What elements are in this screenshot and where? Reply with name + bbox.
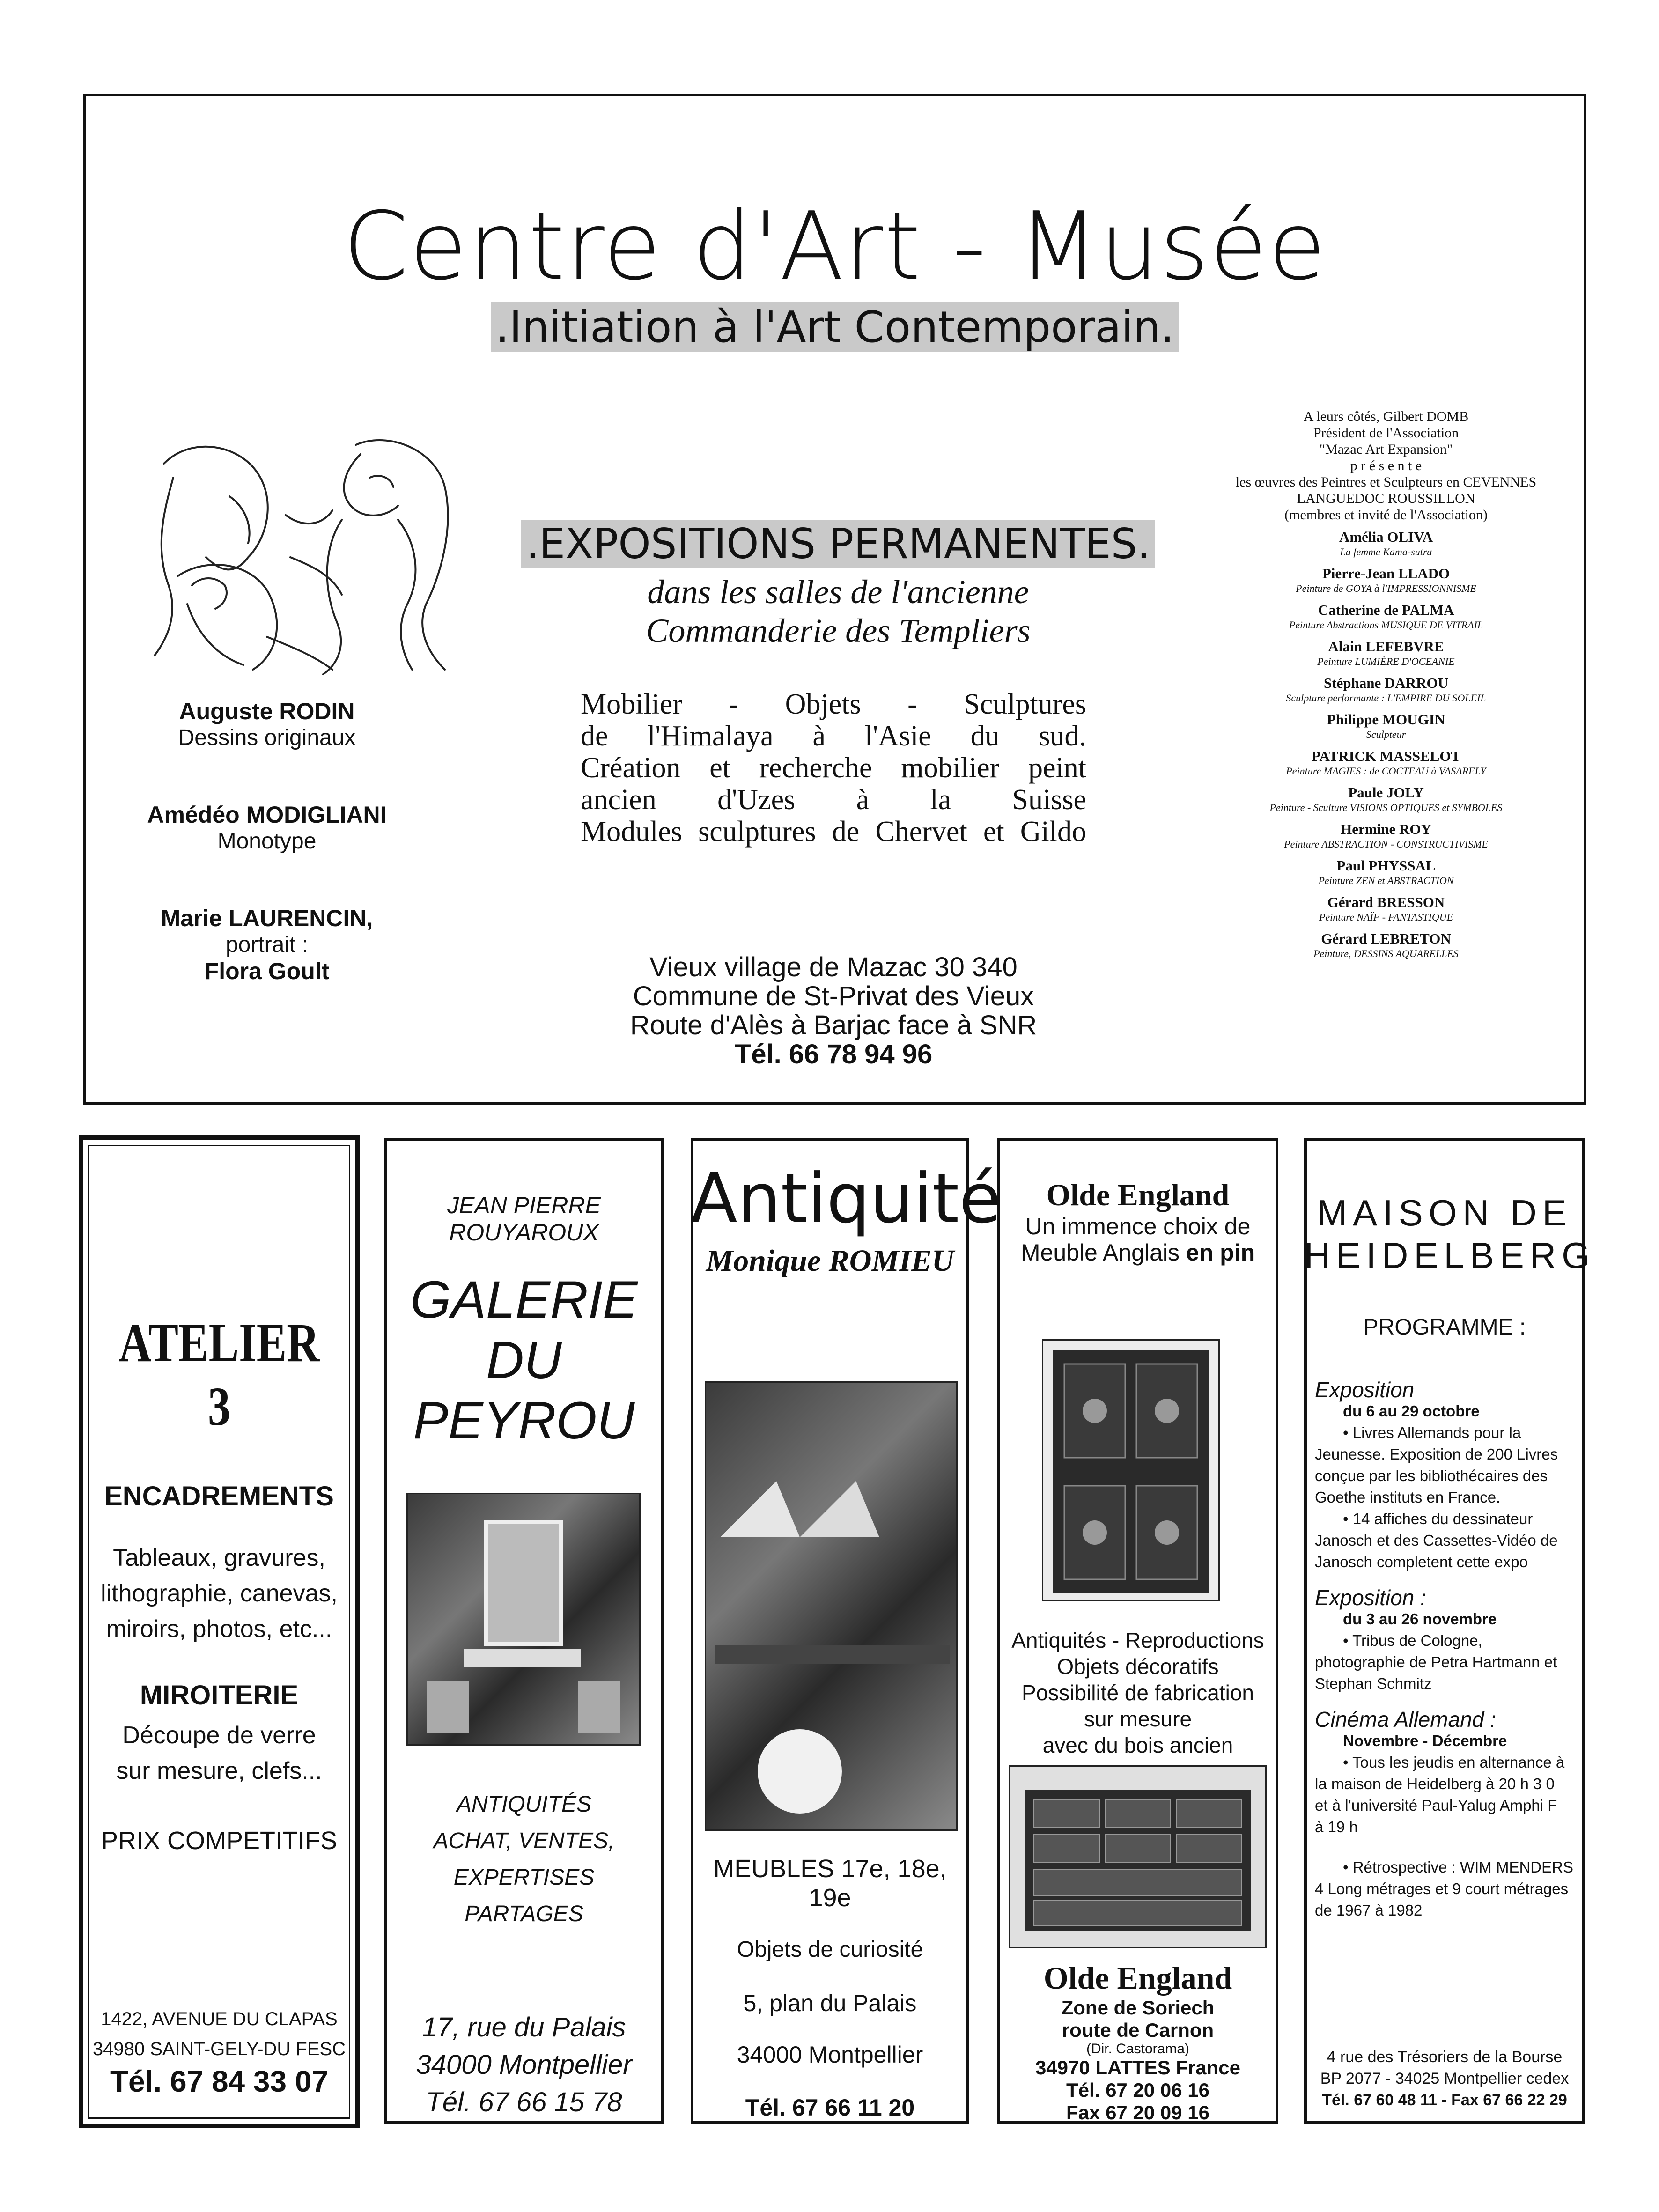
olde-city: 34970 LATTES France xyxy=(1035,2057,1241,2079)
atelier-text-line: Découpe de verre xyxy=(122,1722,316,1749)
program-line: Janosch et des Cassettes-Vidéo de xyxy=(1315,1532,1558,1549)
artist-laurencin-name: Marie LAURENCIN, xyxy=(161,905,373,931)
heidelberg-address-line2: BP 2077 - 34025 Montpellier cedex xyxy=(1320,2070,1569,2087)
antiquite-address-line1: 5, plan du Palais xyxy=(743,1990,917,2016)
program-line: à 19 h xyxy=(1315,1818,1358,1836)
centre-subtitle-text: .Initiation à l'Art Contemporain. xyxy=(491,302,1179,352)
member-desc: Peinture MAGIES : de COCTEAU à VASARELY xyxy=(1286,765,1486,777)
atelier-text2 xyxy=(88,1718,350,1789)
galerie-title2: DU PEYROU xyxy=(413,1331,635,1450)
olde-line2-text: Meuble Anglais xyxy=(1020,1239,1186,1266)
association-block xyxy=(1199,408,1573,960)
member-name: Philippe MOUGIN xyxy=(1327,711,1445,728)
heidelberg-programme: PROGRAMME : xyxy=(1363,1315,1526,1340)
heidelberg-title1: MAISON DE xyxy=(1317,1192,1572,1233)
member-name: Alain LEFEBVRE xyxy=(1328,638,1444,655)
artist-rodin-desc: Dessins originaux xyxy=(178,725,356,750)
heidelberg-retro xyxy=(1315,1857,1577,1921)
galerie-mirror-photo xyxy=(406,1493,641,1746)
olde-title: Olde England xyxy=(1046,1178,1230,1212)
heidelberg-phone: Tél. 67 60 48 11 - Fax 67 66 22 29 xyxy=(1322,2091,1567,2109)
chest-icon xyxy=(1010,1767,1265,1947)
expositions-block xyxy=(506,520,1171,650)
program-line: photographie de Petra Hartmann et xyxy=(1315,1653,1557,1671)
olde-line2-bold: en pin xyxy=(1186,1239,1255,1266)
member-desc: La femme Kama-sutra xyxy=(1340,546,1432,558)
member-name: Paul PHYSSAL xyxy=(1336,857,1436,874)
program-line: la maison de Heidelberg à 20 h 3 0 xyxy=(1315,1775,1555,1792)
member-desc: Peinture ZEN et ABSTRACTION xyxy=(1318,875,1454,886)
association-line: "Mazac Art Expansion" xyxy=(1319,442,1453,457)
member-desc: Peinture Abstractions MUSIQUE DE VITRAIL xyxy=(1289,619,1483,631)
antiquite-address-line2: 34000 Montpellier xyxy=(737,2042,923,2068)
heidelberg-header xyxy=(1304,1192,1596,1340)
galerie-services xyxy=(384,1786,664,1932)
atelier-text1 xyxy=(88,1540,350,1647)
heidelberg-cinema-text xyxy=(1315,1752,1577,1838)
artist-modigliani-name: Amédéo MODIGLIANI xyxy=(147,802,387,828)
rodin-sketch-image xyxy=(136,435,482,679)
heidelberg-expo1-label: Exposition xyxy=(1315,1378,1415,1402)
mobilier-line: Mobilier - Objets - Sculptures xyxy=(581,688,1086,720)
antiquite-title: Antiquité xyxy=(691,1159,1002,1239)
olde-phone: Tél. 67 20 06 16 xyxy=(1066,2079,1209,2101)
olde-header xyxy=(997,1178,1278,1266)
expositions-line1: dans les salles de l'ancienne xyxy=(647,573,1029,611)
association-line: (membres et invité de l'Association) xyxy=(1284,507,1488,523)
atelier-text-line: Tableaux, gravures, xyxy=(113,1544,325,1571)
mobilier-block xyxy=(581,688,1086,848)
heidelberg-expo2-dates: du 3 au 26 novembre xyxy=(1343,1610,1497,1628)
member-desc: Sculpteur xyxy=(1366,729,1406,740)
atelier-address-line1: 1422, AVENUE DU CLAPAS xyxy=(101,2009,338,2029)
olde-mid-line: avec du bois ancien xyxy=(1042,1733,1233,1757)
program-line: • Tribus de Cologne, xyxy=(1343,1632,1482,1649)
galerie-phone: Tél. 67 66 15 78 xyxy=(426,2087,622,2117)
antiquite-furniture-photo xyxy=(705,1381,958,1831)
program-line: Stephan Schmitz xyxy=(1315,1675,1432,1692)
galerie-address-line2: 34000 Montpellier xyxy=(416,2050,632,2080)
artist-modigliani-desc: Monotype xyxy=(217,829,317,854)
galerie-owner: JEAN PIERRE ROUYAROUX xyxy=(447,1192,601,1246)
atelier-contact xyxy=(88,2004,350,2099)
atelier-content xyxy=(88,1311,350,1855)
antiquite-details xyxy=(691,1854,969,2121)
heidelberg-contact xyxy=(1304,2046,1585,2111)
program-line: Jeunesse. Exposition de 200 Livres xyxy=(1315,1445,1558,1463)
atelier-text-line: sur mesure, clefs... xyxy=(116,1757,322,1784)
member-name: Gérard LEBRETON xyxy=(1321,930,1451,947)
artist-laurencin-portrait: Flora Goult xyxy=(204,958,330,984)
olde-fax: Fax 67 20 09 16 xyxy=(1066,2101,1209,2124)
cabinet-icon xyxy=(1043,1341,1218,1600)
antiquite-content xyxy=(691,1159,1002,1279)
program-line: • Tous les jeudis en alternance à xyxy=(1343,1754,1565,1771)
atelier-text-line: lithographie, canevas, xyxy=(101,1580,338,1607)
olde-mid-line: Objets décoratifs xyxy=(1057,1654,1219,1679)
atelier-section-miroiterie: MIROITERIE xyxy=(140,1680,299,1711)
association-line: LANGUEDOC ROUSSILLON xyxy=(1297,491,1475,506)
antiquite-curiosite: Objets de curiosité xyxy=(737,1937,923,1962)
galerie-content xyxy=(384,1192,664,1451)
association-line: les œuvres des Peintres et Sculpteurs en CEVENNES xyxy=(1235,474,1537,490)
program-line: • Livres Allemands pour la xyxy=(1343,1424,1521,1441)
program-line: • 14 affiches du dessinateur xyxy=(1343,1510,1533,1527)
artist-list xyxy=(108,698,426,985)
galerie-service-item: ANTIQUITÉS xyxy=(456,1792,592,1817)
member-name: Pierre-Jean LLADO xyxy=(1322,565,1450,582)
olde-line2 xyxy=(997,1239,1278,1266)
heidelberg-expo1-text xyxy=(1315,1422,1577,1573)
address-line1: Vieux village de Mazac 30 340 xyxy=(649,952,1018,982)
centre-address xyxy=(553,953,1114,1069)
member-desc: Peinture LUMIÈRE D'OCEANIE xyxy=(1317,656,1455,667)
address-line2: Commune de St-Privat des Vieux xyxy=(633,981,1034,1011)
member-name: Catherine de PALMA xyxy=(1318,602,1454,618)
artist-laurencin-desc: portrait : xyxy=(225,932,309,957)
galerie-address-line1: 17, rue du Palais xyxy=(422,2012,626,2042)
olde-contact xyxy=(997,1960,1278,2124)
member-name: PATRICK MASSELOT xyxy=(1311,748,1461,764)
centre-title-text: Centre d'Art - Musée xyxy=(343,192,1327,301)
artist-rodin-name: Auguste RODIN xyxy=(179,698,355,724)
mirror-icon xyxy=(408,1494,639,1744)
member-desc: Peinture, DESSINS AQUARELLES xyxy=(1313,948,1459,959)
program-line: 4 Long métrages et 9 court métrages xyxy=(1315,1880,1569,1897)
olde-middle-text xyxy=(997,1627,1278,1758)
olde-dir: (Dir. Castorama) xyxy=(1086,2041,1190,2057)
olde-mid-line: Antiquités - Reproductions xyxy=(1011,1628,1264,1652)
member-name: Paule JOLY xyxy=(1348,784,1424,801)
heidelberg-title2: HEIDELBERG xyxy=(1304,1235,1596,1276)
olde-chest-photo xyxy=(1009,1765,1267,1948)
mobilier-line: ancien d'Uzes à la Suisse xyxy=(581,784,1086,816)
antiquite-meubles: MEUBLES 17e, 18e, 19e xyxy=(713,1855,947,1912)
olde-line1: Un immence choix de xyxy=(1025,1213,1251,1239)
heidelberg-program xyxy=(1315,1379,1577,1921)
program-line: • Rétrospective : WIM MENDERS xyxy=(1343,1858,1573,1876)
member-name: Stéphane DARROU xyxy=(1323,675,1449,691)
association-line: Président de l'Association xyxy=(1313,425,1459,441)
galerie-service-item: PARTAGES xyxy=(465,1902,583,1926)
mobilier-line: de l'Himalaya à l'Asie du sud. xyxy=(581,720,1086,752)
atelier-text-line: miroirs, photos, etc... xyxy=(106,1615,332,1643)
antiquite-phone: Tél. 67 66 11 20 xyxy=(745,2094,915,2121)
heidelberg-cinema-dates: Novembre - Décembre xyxy=(1343,1732,1507,1749)
centre-title xyxy=(83,192,1586,301)
heidelberg-expo2-text xyxy=(1315,1630,1577,1695)
heidelberg-expo1-dates: du 6 au 29 octobre xyxy=(1343,1402,1480,1420)
olde-title2: Olde England xyxy=(1043,1960,1232,1996)
lamp-icon xyxy=(706,1383,956,1829)
program-line: de 1967 à 1982 xyxy=(1315,1902,1423,1919)
heidelberg-expo2-label: Exposition : xyxy=(1315,1585,1426,1610)
atelier-title: ATELIER 3 xyxy=(118,1312,320,1437)
association-line: p r é s e n t e xyxy=(1350,458,1422,473)
galerie-service-item: EXPERTISES xyxy=(453,1865,595,1890)
mobilier-line: Modules sculptures de Chervet et Gildo xyxy=(581,816,1086,848)
olde-mid-line: sur mesure xyxy=(1084,1707,1192,1731)
atelier-prix: PRIX COMPETITIFS xyxy=(101,1827,338,1855)
atelier-address-line2: 34980 SAINT-GELY-DU FESC xyxy=(92,2039,346,2059)
antiquite-owner: Monique ROMIEU xyxy=(706,1244,954,1278)
program-line: Janosch completent cette expo xyxy=(1315,1553,1528,1571)
galerie-title1: GALERIE xyxy=(410,1270,638,1329)
member-desc: Peinture - Sculture VISIONS OPTIQUES et SYMBOLES xyxy=(1269,802,1503,813)
olde-cabinet-photo xyxy=(1042,1339,1220,1601)
heidelberg-address-line1: 4 rue des Trésoriers de la Bourse xyxy=(1327,2048,1563,2066)
member-desc: Peinture NAÏF - FANTASTIQUE xyxy=(1319,911,1453,923)
address-line3: Route d'Alès à Barjac face à SNR xyxy=(630,1010,1037,1040)
member-desc: Peinture de GOYA à l'IMPRESSIONNISME xyxy=(1296,582,1476,594)
galerie-contact xyxy=(384,2009,664,2121)
member-name: Gérard BRESSON xyxy=(1327,894,1445,910)
expositions-title: .EXPOSITIONS PERMANENTES. xyxy=(521,520,1155,568)
program-line: Goethe instituts en France. xyxy=(1315,1489,1501,1506)
heidelberg-cinema-label: Cinéma Allemand : xyxy=(1315,1707,1496,1732)
galerie-service-item: ACHAT, VENTES, xyxy=(433,1829,615,1853)
address-phone: Tél. 66 78 94 96 xyxy=(734,1039,933,1069)
centre-subtitle xyxy=(83,302,1586,352)
olde-zone: Zone de Soriech xyxy=(1061,1997,1215,2019)
member-desc: Sculpture performante : L'EMPIRE DU SOLEIL xyxy=(1286,692,1486,704)
olde-mid-line: Possibilité de fabrication xyxy=(1021,1681,1254,1705)
olde-route: route de Carnon xyxy=(1062,2019,1214,2041)
mobilier-line: Création et recherche mobilier peint xyxy=(581,752,1086,784)
program-line: et à l'université Paul-Yalug Amphi F xyxy=(1315,1797,1557,1814)
member-desc: Peinture ABSTRACTION - CONSTRUCTIVISME xyxy=(1284,838,1488,850)
member-name: Hermine ROY xyxy=(1341,821,1431,837)
atelier-section-encadrements: ENCADREMENTS xyxy=(104,1481,334,1512)
association-line: A leurs côtés, Gilbert DOMB xyxy=(1303,409,1469,424)
member-name: Amélia OLIVA xyxy=(1339,529,1433,545)
program-line: conçue par les bibliothécaires des xyxy=(1315,1467,1548,1484)
expositions-line2: Commanderie des Templiers xyxy=(646,612,1031,649)
atelier-phone: Tél. 67 84 33 07 xyxy=(110,2065,329,2098)
